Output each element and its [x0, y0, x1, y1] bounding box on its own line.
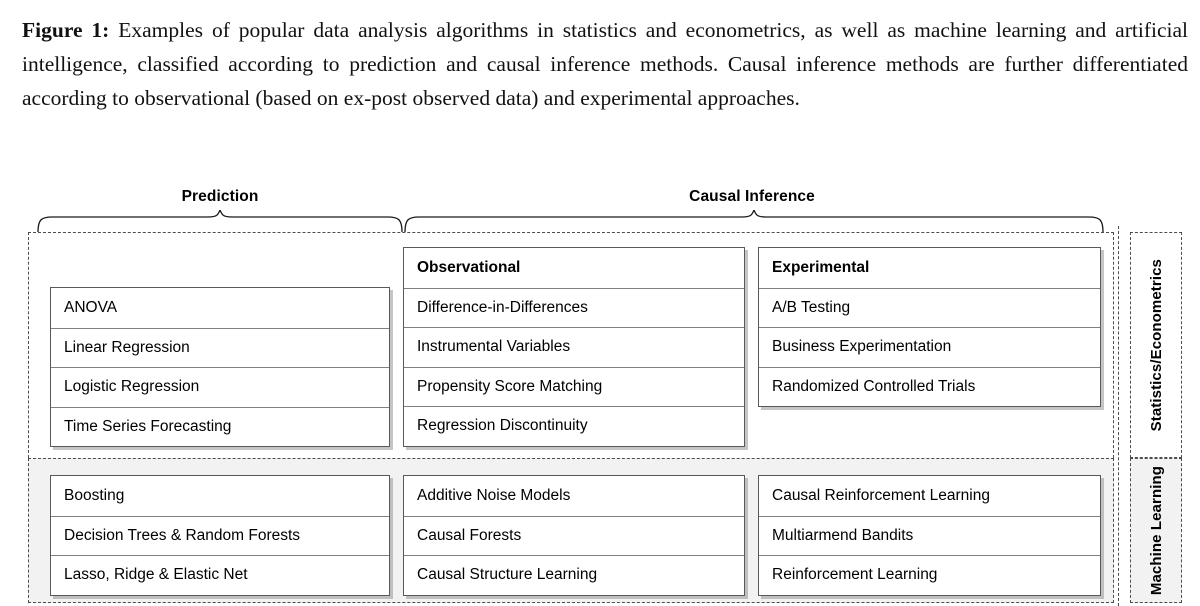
causal-inference-brace	[403, 210, 1105, 232]
table-machine-learning-experimental	[758, 475, 1101, 596]
table-row[interactable]: Causal Structure Learning	[404, 555, 744, 595]
table-row[interactable]: Lasso, Ridge & Elastic Net	[51, 555, 389, 595]
table-row[interactable]: Decision Trees & Random Forests	[51, 516, 389, 556]
table-row[interactable]: Reinforcement Learning	[759, 555, 1100, 595]
column-header-observational: Observational	[404, 248, 744, 288]
table-row[interactable]: Randomized Controlled Trials	[759, 367, 1100, 407]
table-statistics-observational	[403, 247, 745, 447]
table-row[interactable]: Boosting	[51, 476, 389, 516]
column-header-experimental: Experimental	[759, 248, 1100, 288]
table-row[interactable]: A/B Testing	[759, 288, 1100, 328]
table-machine-learning-observational	[403, 475, 745, 596]
side-label-statistics-econometrics	[1130, 232, 1182, 458]
table-row[interactable]: Logistic Regression	[51, 367, 389, 407]
table-row[interactable]: Propensity Score Matching	[404, 367, 744, 407]
table-row[interactable]: Instrumental Variables	[404, 327, 744, 367]
table-row[interactable]: Causal Forests	[404, 516, 744, 556]
table-row[interactable]: Linear Regression	[51, 328, 389, 368]
classification-diagram	[0, 160, 1200, 600]
table-row[interactable]: Regression Discontinuity	[404, 406, 744, 446]
table-row[interactable]: Business Experimentation	[759, 327, 1100, 367]
figure-caption	[22, 14, 1188, 116]
side-label-machine-learning-text: Machine Learning	[1147, 465, 1165, 596]
table-machine-learning-prediction	[50, 475, 390, 596]
table-row[interactable]: Causal Reinforcement Learning	[759, 476, 1100, 516]
table-statistics-prediction	[50, 287, 390, 447]
table-row[interactable]: Additive Noise Models	[404, 476, 744, 516]
table-row[interactable]: Difference-in-Differences	[404, 288, 744, 328]
figure-caption-text: Examples of popular data analysis algorithms in statistics and econometrics, as well as machine learning and artificial intelligence, classified according to prediction and causal inference methods. Causal inference methods are further differentiated according to observational (based on ex-post observed data) and experimental approaches.	[22, 18, 1189, 110]
table-row[interactable]: Time Series Forecasting	[51, 407, 389, 447]
figure-number-label: Figure 1:	[22, 18, 110, 42]
side-label-statistics-text: Statistics/Econometrics	[1147, 258, 1165, 432]
table-row[interactable]: Multiarmend Bandits	[759, 516, 1100, 556]
side-label-machine-learning	[1130, 458, 1182, 603]
prediction-brace	[36, 210, 404, 232]
group-label-causal-inference: Causal Inference	[689, 188, 815, 205]
table-row[interactable]: ANOVA	[51, 288, 389, 328]
group-label-prediction: Prediction	[181, 188, 259, 205]
table-statistics-experimental	[758, 247, 1101, 407]
